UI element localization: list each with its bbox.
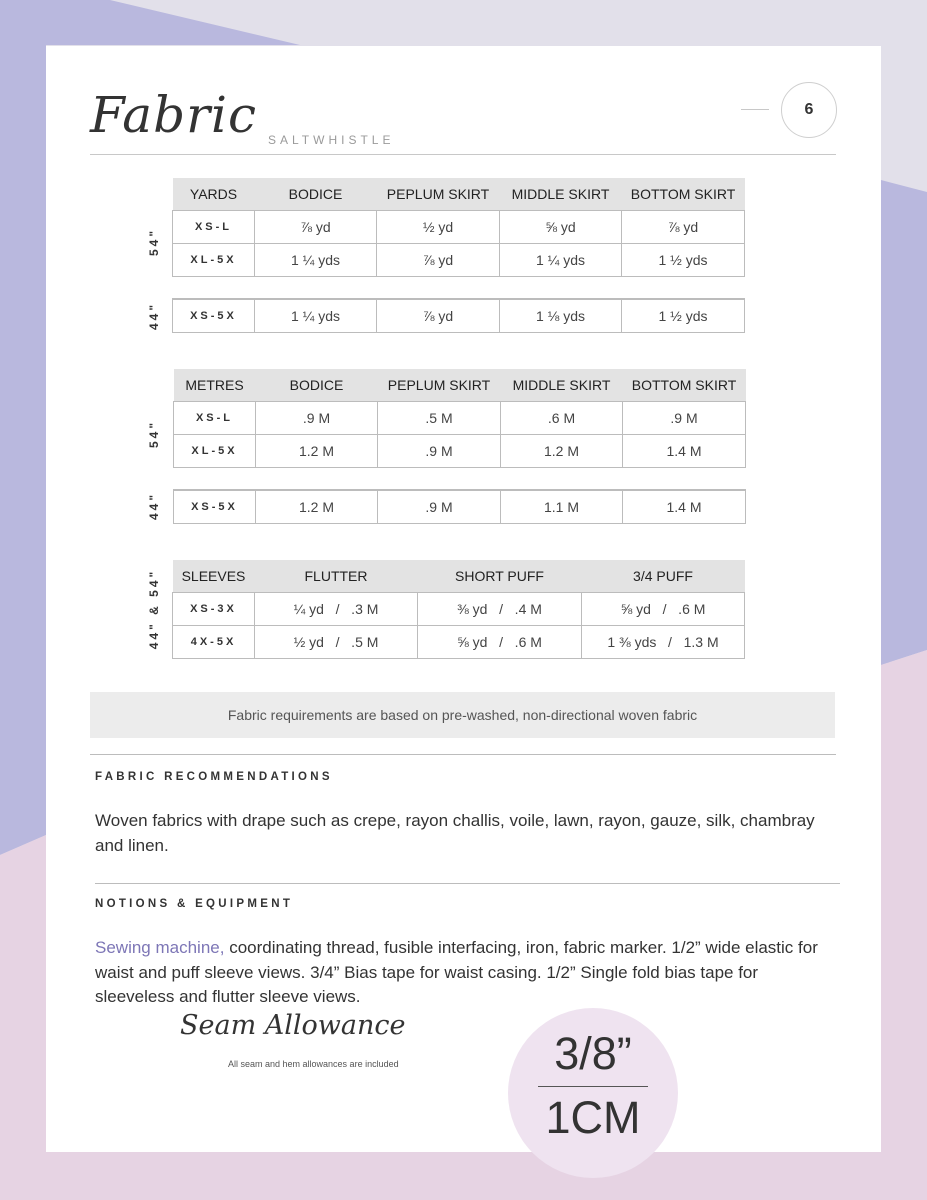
table-cell: .6 M xyxy=(501,402,623,435)
table-cell: .9 M xyxy=(378,490,501,524)
col-header: BOTTOM SKIRT xyxy=(622,178,745,211)
brand-name: SALTWHISTLE xyxy=(268,133,395,147)
bg-pink-right xyxy=(881,650,927,1200)
seam-allowance-badge xyxy=(508,1008,678,1178)
metres-table xyxy=(173,369,746,468)
table-cell: ⅝ yd / .6 M xyxy=(418,626,582,659)
yards-44-table xyxy=(172,298,745,333)
bg-lavender-left xyxy=(0,45,46,855)
bg-lavender-right xyxy=(881,180,927,665)
seam-allowance-subtitle: All seam and hem allowances are included xyxy=(228,1059,399,1069)
table-cell: 1 ½ yds xyxy=(622,244,745,277)
sleeves-table xyxy=(172,560,745,659)
table-cell: ½ yd / .5 M xyxy=(255,626,418,659)
table-cell: 1.2 M xyxy=(256,435,378,468)
page-number-dash xyxy=(741,109,769,110)
page-number: 6 xyxy=(781,82,837,138)
col-header: YARDS xyxy=(173,178,255,211)
recommendations-heading: FABRIC RECOMMENDATIONS xyxy=(95,771,333,783)
col-header: 3/4 PUFF xyxy=(582,560,745,593)
table-cell: 1 ⅜ yds / 1.3 M xyxy=(582,626,745,659)
metres-44-label: 44" xyxy=(147,491,161,521)
bg-pink-bottom xyxy=(0,1152,927,1200)
metres-header-row xyxy=(174,369,746,402)
table-row xyxy=(174,490,746,524)
table-cell: ⅞ yd xyxy=(622,211,745,244)
notions-heading: NOTIONS & EQUIPMENT xyxy=(95,898,294,910)
seam-allowance-title: Seam Allowance xyxy=(180,1010,406,1041)
table-row xyxy=(173,211,745,244)
fabric-note: Fabric requirements are based on pre-washed, non-directional woven fabric xyxy=(90,692,835,738)
col-header: BODICE xyxy=(255,178,377,211)
table-cell: .9 M xyxy=(623,402,746,435)
notions-text: coordinating thread, fusible interfacing, iron, fabric marker. 1/2” wide elastic for waist and puff sleeve views. 3/4” Bias tape for waist casing. 1/2” Single fold bias tape for sleeveless and flutter sleeve views. xyxy=(95,938,818,1006)
table-cell: ⅜ yd / .4 M xyxy=(418,593,582,626)
table-cell: ⅝ yd / .6 M xyxy=(582,593,745,626)
table-cell: .9 M xyxy=(256,402,378,435)
size-cell: XS-L xyxy=(173,211,255,244)
table-cell: 1 ⅛ yds xyxy=(500,299,622,333)
notions-paragraph xyxy=(95,936,830,1010)
table-cell: ⅞ yd xyxy=(377,299,500,333)
table-cell: 1 ¼ yds xyxy=(255,244,377,277)
size-cell: XS-5X xyxy=(174,490,256,524)
size-cell: XS-5X xyxy=(173,299,255,333)
col-header: FLUTTER xyxy=(255,560,418,593)
col-header: SLEEVES xyxy=(173,560,255,593)
metres-44-table xyxy=(173,489,746,524)
table-cell: ½ yd xyxy=(377,211,500,244)
table-cell: 1 ½ yds xyxy=(622,299,745,333)
col-header: SHORT PUFF xyxy=(418,560,582,593)
col-header: PEPLUM SKIRT xyxy=(378,369,501,402)
metres-54-label: 54" xyxy=(147,419,161,449)
yards-header-row xyxy=(173,178,745,211)
col-header: BOTTOM SKIRT xyxy=(623,369,746,402)
size-cell: 4X-5X xyxy=(173,626,255,659)
section-divider xyxy=(90,754,836,755)
table-row xyxy=(174,435,746,468)
seam-allowance-imperial: 3/8” xyxy=(554,1028,632,1079)
table-cell: 1 ¼ yds xyxy=(255,299,377,333)
recommendations-text: Woven fabrics with drape such as crepe, rayon challis, voile, lawn, rayon, gauze, silk, chambray and linen. xyxy=(95,811,815,855)
seam-allowance-metric: 1CM xyxy=(545,1092,641,1143)
table-cell: .5 M xyxy=(378,402,501,435)
table-cell: ⅞ yd xyxy=(255,211,377,244)
sleeves-fabric-width-label: 44" & 54" xyxy=(147,568,161,650)
seam-allowance-divider xyxy=(538,1086,648,1087)
notions-highlight: Sewing machine, xyxy=(95,938,225,957)
table-cell: ¼ yd / .3 M xyxy=(255,593,418,626)
table-cell: 1.1 M xyxy=(501,490,623,524)
table-cell: 1.4 M xyxy=(623,490,746,524)
col-header: BODICE xyxy=(256,369,378,402)
size-cell: XS-3X xyxy=(173,593,255,626)
size-cell: XL-5X xyxy=(174,435,256,468)
page-title: Fabric xyxy=(90,86,258,144)
table-cell: .9 M xyxy=(378,435,501,468)
table-row xyxy=(173,593,745,626)
size-cell: XL-5X xyxy=(173,244,255,277)
table-row xyxy=(174,402,746,435)
header-rule xyxy=(90,154,836,155)
yards-table xyxy=(172,178,745,277)
table-cell: 1.2 M xyxy=(256,490,378,524)
bg-pink-left xyxy=(0,835,46,1200)
table-row xyxy=(173,244,745,277)
col-header: MIDDLE SKIRT xyxy=(500,178,622,211)
table-cell: 1.4 M xyxy=(623,435,746,468)
size-cell: XS-L xyxy=(174,402,256,435)
table-cell: 1.2 M xyxy=(501,435,623,468)
table-cell: ⅞ yd xyxy=(377,244,500,277)
col-header: MIDDLE SKIRT xyxy=(501,369,623,402)
sleeves-header-row xyxy=(173,560,745,593)
table-row xyxy=(173,299,745,333)
table-cell: ⅝ yd xyxy=(500,211,622,244)
section-divider xyxy=(95,883,840,884)
yards-54-label: 54" xyxy=(147,227,161,257)
table-row xyxy=(173,626,745,659)
col-header: PEPLUM SKIRT xyxy=(377,178,500,211)
col-header: METRES xyxy=(174,369,256,402)
yards-44-label: 44" xyxy=(147,301,161,331)
page xyxy=(46,46,881,1152)
table-cell: 1 ¼ yds xyxy=(500,244,622,277)
